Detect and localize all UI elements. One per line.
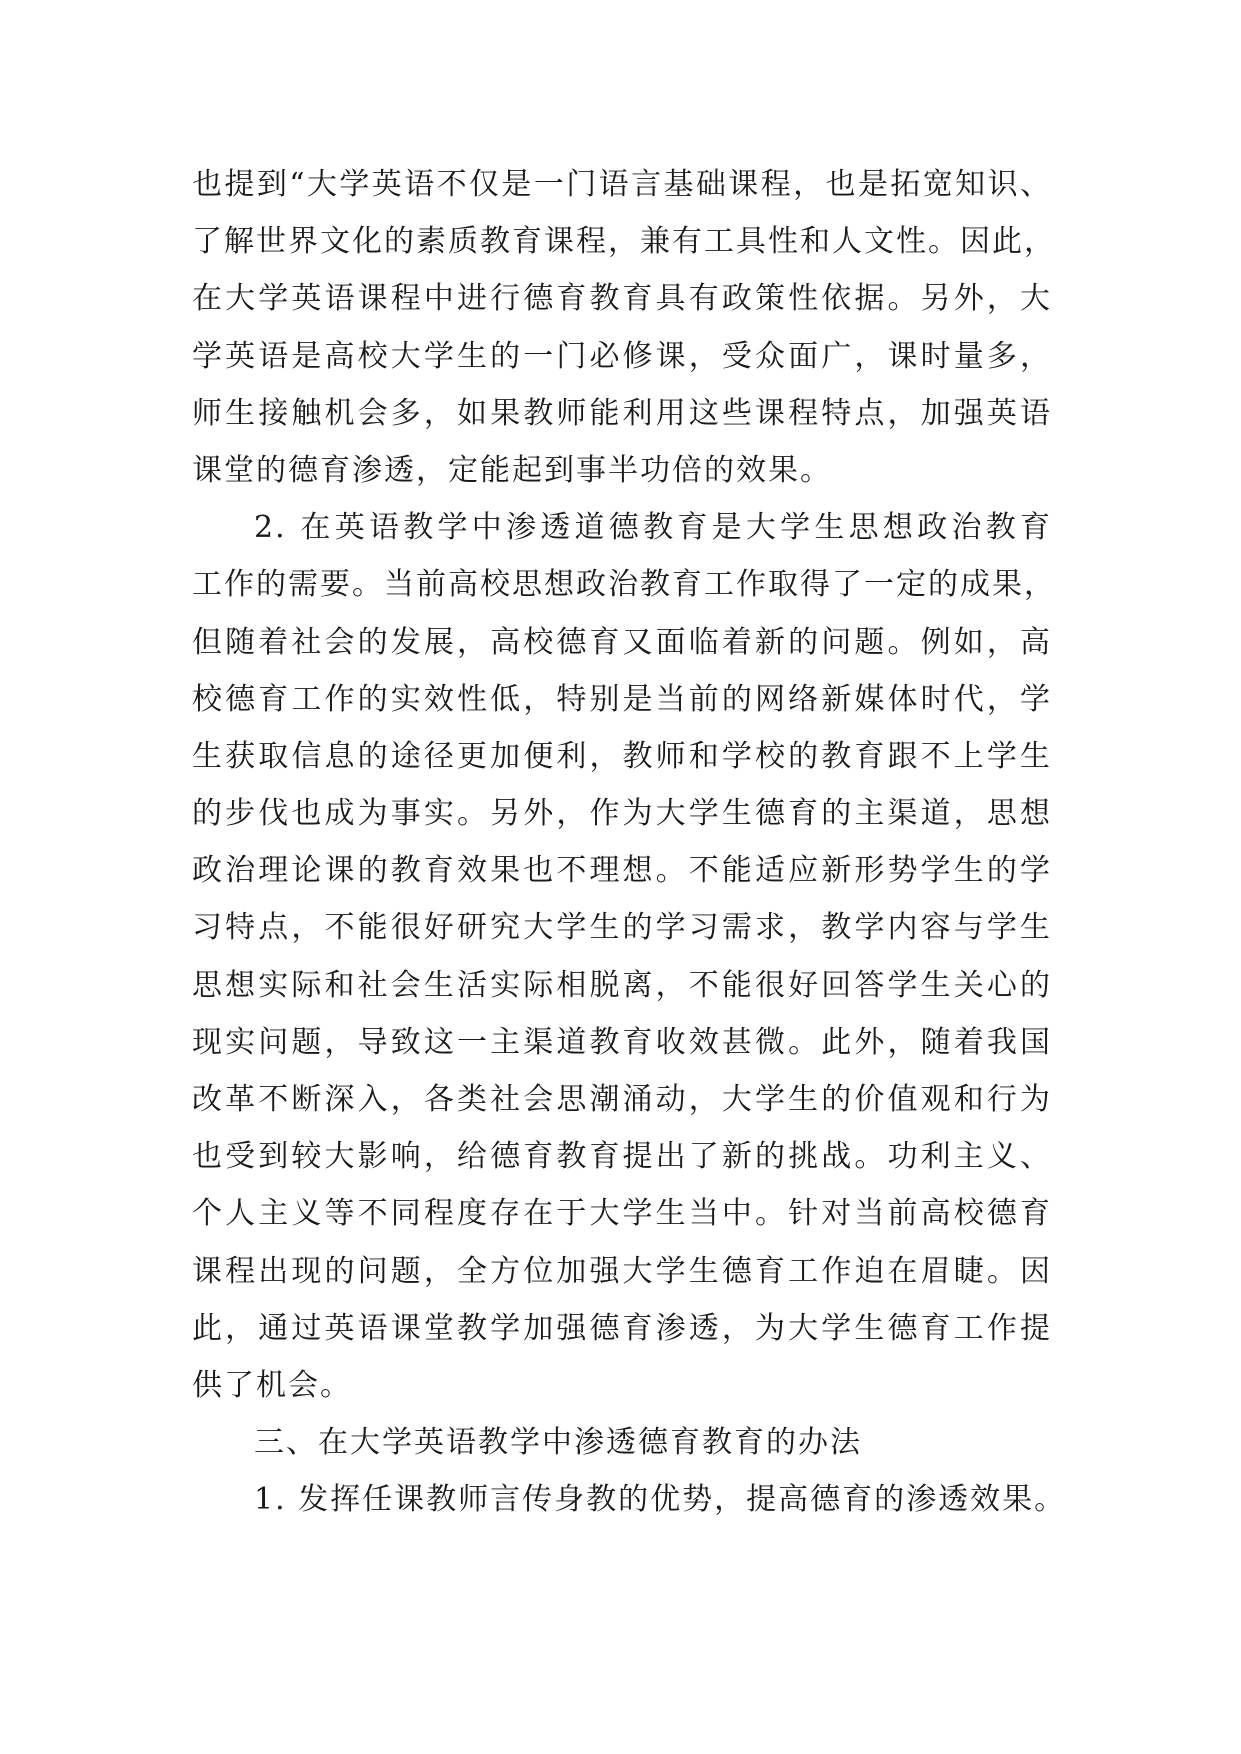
text-line: 也提到“大学英语不仅是一门语言基础课程，也是拓宽知识、 [192, 167, 1052, 202]
text-line: 的步伐也成为事实。另外，作为大学生德育的主渠道，思想 [192, 796, 1052, 832]
text-line: 生获取信息的途径更加便利，教师和学校的教育跟不上学生 [192, 738, 1052, 774]
text-line: 但随着社会的发展，高校德育又面临着新的问题。例如，高 [192, 624, 1052, 660]
paragraph-start-line: 2. 在英语教学中渗透道德教育是大学生思想政治教育 [254, 510, 1052, 546]
text-line: 学英语是高校大学生的一门必修课，受众面广，课时量多， [192, 338, 1052, 374]
section-heading: 三、在大学英语教学中渗透德育教育的办法 [254, 1425, 862, 1461]
text-line: 课堂的德育渗透，定能起到事半功倍的效果。 [192, 452, 832, 488]
text-line: 改革不断深入，各类社会思潮涌动，大学生的价值观和行为 [192, 1082, 1052, 1117]
text-line: 此，通过英语课堂教学加强德育渗透，为大学生德育工作提 [192, 1310, 1052, 1346]
text-line: 习特点，不能很好研究大学生的学习需求，教学内容与学生 [192, 910, 1052, 946]
text-line: 工作的需要。当前高校思想政治教育工作取得了一定的成果， [192, 567, 1056, 603]
text-line: 了解世界文化的素质教育课程，兼有工具性和人文性。因此， [192, 224, 1056, 260]
text-line: 现实问题，导致这一主渠道教育收效甚微。此外，随着我国 [192, 1024, 1052, 1060]
text-line: 供了机会。 [192, 1367, 352, 1403]
text-line: 思想实际和社会生活实际相脱离，不能很好回答学生关心的 [192, 967, 1052, 1003]
text-line: 个人主义等不同程度存在于大学生当中。针对当前高校德育 [192, 1196, 1052, 1232]
text-line: 校德育工作的实效性低，特别是当前的网络新媒体时代，学 [192, 681, 1052, 717]
body-text [192, 156, 1067, 1529]
subsection-heading: 1. 发挥任课教师言传身教的优势，提高德育的渗透效果。 [254, 1482, 1067, 1518]
text-line: 在大学英语课程中进行德育教育具有政策性依据。另外，大 [192, 281, 1052, 317]
text-line: 也受到较大影响，给德育教育提出了新的挑战。功利主义、 [192, 1139, 1052, 1175]
text-line: 师生接触机会多，如果教师能利用这些课程特点，加强英语 [192, 395, 1052, 431]
text-line: 课程出现的问题，全方位加强大学生德育工作迫在眉睫。因 [192, 1253, 1052, 1289]
text-line: 政治理论课的教育效果也不理想。不能适应新形势学生的学 [192, 853, 1052, 889]
